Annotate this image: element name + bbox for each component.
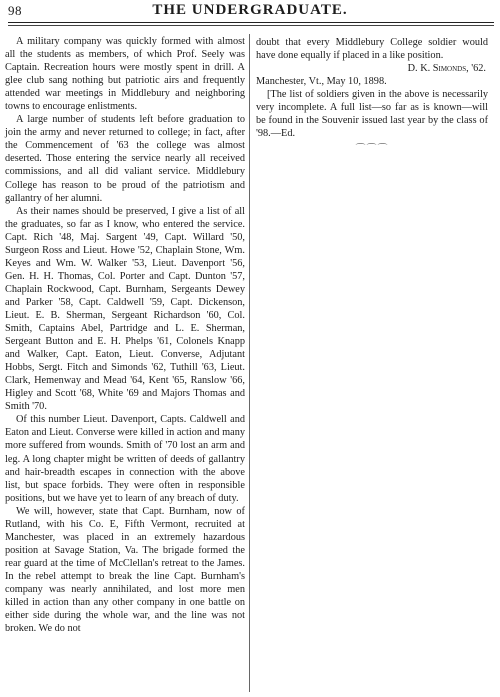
right-column	[256, 36, 488, 156]
header-rule-thin	[8, 25, 494, 26]
section-end-ornament: ⌒⌒⌒	[355, 144, 389, 156]
paragraph-students-left: A large number of students left before graduation to join the army and never returned to college; in fact, after the Commencement of '63 the college was almost deserted. Those entering the service nearly all received commissions, and all did valiant service. Middlebury College has reason to be proud of the patriotism and gallantry of her alumni.	[5, 114, 245, 204]
paragraph-killed-in-action: Of this number Lieut. Davenport, Capts. Caldwell and Eaton and Lieut. Converse were killed in action and many more suffered from wounds. Smith of '70 lost an arm and leg. A long chapter might be written of deeds of gallantry and hair-breadth escapes in connection with the above list, but space forbids. They were often in responsible positions, but we have yet to learn of any breach of duty.	[5, 414, 245, 504]
dateline: Manchester, Vt., May 10, 1898.	[256, 76, 387, 88]
author-signature: D. K. Simonds, '62.	[407, 63, 486, 75]
running-head: THE UNDERGRADUATE.	[152, 2, 348, 18]
paragraph-graduate-list: As their names should be preserved, I give a list of all the graduates, so far as I know, who entered the service. Capt. Rich '48, Maj. Sargent '49, Capt. Willard '50, Surgeon Ross and Lieut. Howe '52, Chaplain Stone, Wm. Keyes and Wm. W. Walker '53, Lieut. Davenport '56, Gen. H. H. Thomas, Col. Porter and Capt. Dunton '57, Chaplain Rockwood, Capt. Burnham, Sergeants Dewey and Parker '58, Capt. Caldwell '59, Capt. Dickenson, Lieut. E. B. Sherman, Sergeant Richardson '60, Col. Smith, Captains Abel, Partridge and L. E. Sherman, Sergeant Button and E. H. Phelps '61, Colonels Knapp and Walker, Capt. Eaton, Lieut. Converse, Adjutant Hobbs, Sergt. Fitch and Simonds '62, Tuthill '63, Lieut. Clark, Hemenway and Mead '64, Kent '65, Ranslow '66, Higley and Scott '68, White '69 and Majors Thomas and Smith '70.	[5, 205, 245, 413]
column-divider	[249, 34, 250, 692]
paragraph-capt-burnham: We will, however, state that Capt. Burnham, now of Rutland, with his Co. E, Fifth Vermont, recruited at Manchester, was placed in an extremely hazardous position at Savage Station, Va. The brigade formed the rear guard at the time of McClellan's retreat to the James. In the rebel attempt to break the line Capt. Burnham's company was nearly annihilated, and lost more men killed in action than any other company in one battle on either side during the whole war, and the line was not broken. We do not	[5, 505, 245, 635]
paragraph-military-company: A military company was quickly formed with almost all the students as members, of which Prof. Seely was Captain. Recreation hours were mostly spent in drill. A glee club sang nothing but patriotic airs and frequently attended war meetings in Middlebury and neighboring towns to encourage enlistments.	[5, 36, 245, 113]
header-rule	[8, 22, 494, 23]
page-number: 98	[8, 3, 22, 18]
left-column	[5, 35, 245, 635]
editor-note: [The list of soldiers given in the above is necessarily very incomplete. A full list—so far as is known—will be found in the Souvenir issued last year by the class of '98.—Ed.	[256, 89, 488, 140]
paragraph-continuation: doubt that every Middlebury College soldier would have done equally if placed in a like position.	[256, 37, 488, 62]
